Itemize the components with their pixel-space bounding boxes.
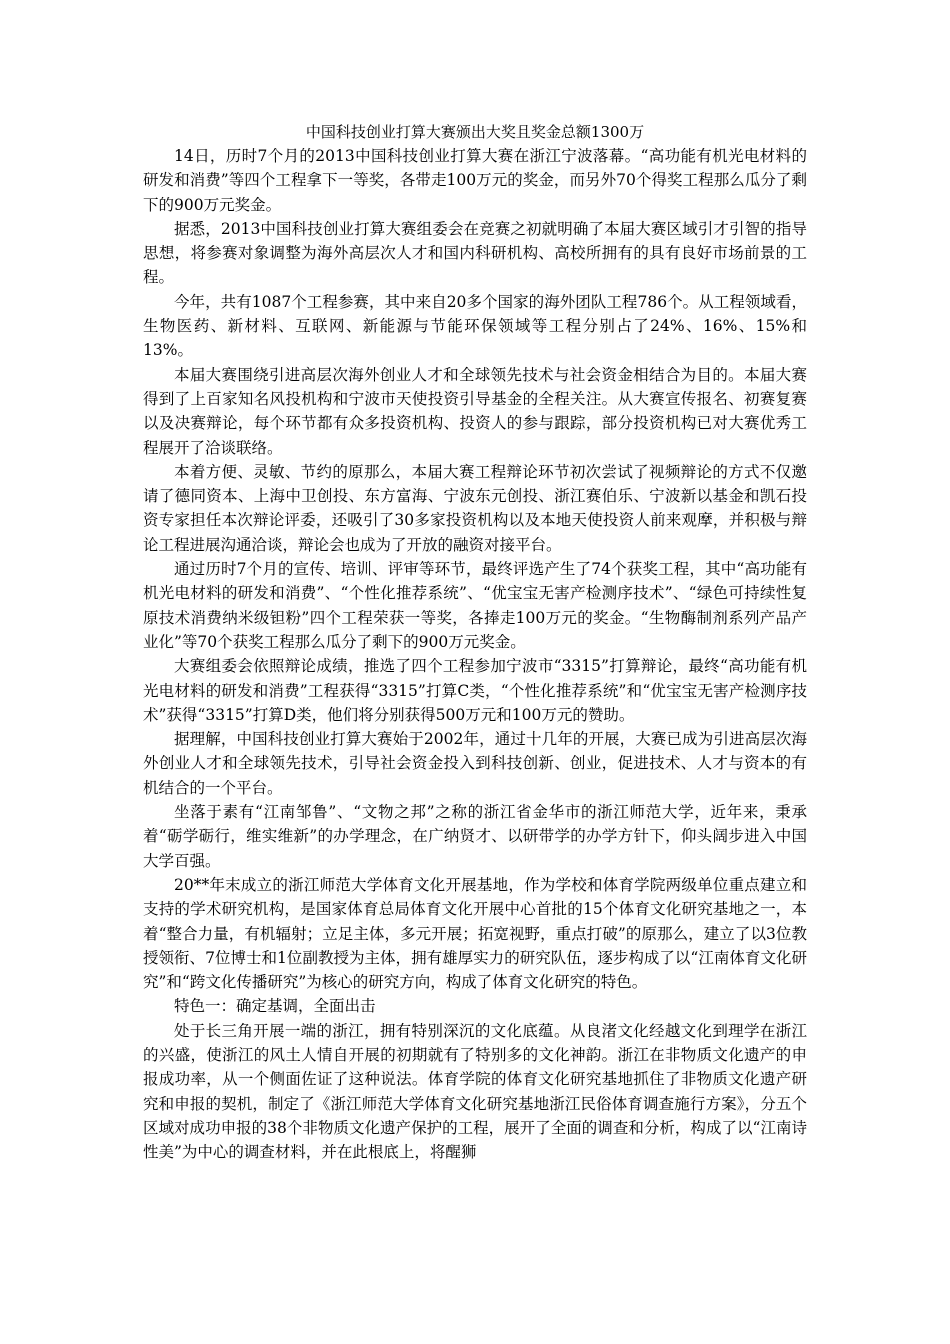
document-page: [143, 120, 807, 1164]
paragraph-3: 今年，共有1087个工程参赛，其中来自20多个国家的海外团队工程786个。从工程领域看，生物医药、新材料、互联网、新能源与节能环保领域等工程分别占了24%、16%、15%和13%。: [143, 292, 807, 360]
paragraph-9: 坐落于素有“江南邹鲁”、“文物之邦”之称的浙江省金华市的浙江师范大学，近年来，秉承着“砺学砺行，维实维新”的办学理念，在广纳贤才、以研带学的办学方针下，仰头阔步进入中国大学百强。: [143, 803, 807, 870]
paragraph-12: 处于长三角开展一端的浙江，拥有特别深沉的文化底蕴。从良渚文化经越文化到理学在浙江的兴盛，使浙江的风土人情自开展的初期就有了特别多的文化神韵。浙江在非物质文化遗产的申报成功率，从一个侧面佐证了这种说法。体育学院的体育文化研究基地抓住了非物质文化遗产研究和申报的契机，制定了《浙江师范大学体育文化研究基地浙江民俗体育调查施行方案》，分五个区域对成功申报的38个非物质文化遗产保护的工程，展开了全面的调查和分析，构成了以“江南诗性美”为中心的调查材料，并在此根底上，将醒狮: [143, 1021, 807, 1162]
paragraph-7: 大赛组委会依照辩论成绩，推选了四个工程参加宁波市“3315”打算辩论，最终“高功能有机光电材料的研发和消费”工程获得“3315”打算C类，“个性化推荐系统”和“优宝宝无害产检测序技术”获得“3315”打算D类，他们将分别获得500万元和100万元的赞助。: [143, 657, 807, 724]
paragraph-8: 据理解，中国科技创业打算大赛始于2002年，通过十几年的开展，大赛已成为引进高层次海外创业人才和全球领先技术，引导社会资金投入到科技创新、创业，促进技术、人才与资本的有机结合的一个平台。: [143, 730, 807, 797]
paragraph-4: 本届大赛围绕引进高层次海外创业人才和全球领先技术与社会资金相结合为目的。本届大赛得到了上百家知名风投机构和宁波市天使投资引导基金的全程关注。从大赛宣传报名、初赛复赛以及决赛辩论，每个环节都有众多投资机构、投资人的参与跟踪，部分投资机构已对大赛优秀工程展开了洽谈联络。: [143, 365, 807, 457]
paragraph-6: 通过历时7个月的宣传、培训、评审等环节，最终评选产生了74个获奖工程，其中“高功能有机光电材料的研发和消费”、“个性化推荐系统”、“优宝宝无害产检测序技术”、“绿色可持续性复原技术消费纳米级钽粉”四个工程荣获一等奖，各捧走100万元的奖金。“生物酶制剂系列产品产业化”等70个获奖工程那么瓜分了剩下的900万元奖金。: [143, 560, 807, 651]
paragraph-2: 据悉，2013中国科技创业打算大赛组委会在竞赛之初就明确了本届大赛区域引才引智的指导思想，将参赛对象调整为海外高层次人才和国内科研机构、高校所拥有的具有良好市场前景的工程。: [143, 219, 807, 287]
paragraph-5: 本着方便、灵敏、节约的原那么，本届大赛工程辩论环节初次尝试了视频辩论的方式不仅邀请了德同资本、上海中卫创投、东方富海、宁波东元创投、浙江赛伯乐、宁波新以基金和凯石投资专家担任本次辩论评委，还吸引了30多家投资机构以及本地天使投资人前来观摩，并积极与辩论工程进展沟通洽谈，辩论会也成为了开放的融资对接平台。: [143, 462, 807, 554]
document-title: 中国科技创业打算大赛颁出大奖且奖金总额1300万: [305, 123, 645, 141]
paragraph-1: 14日，历时7个月的2013中国科技创业打算大赛在浙江宁波落幕。“高功能有机光电材料的研发和消费”等四个工程拿下一等奖，各带走100万元的奖金，而另外70个得奖工程那么瓜分了剩下的900万元奖金。: [143, 147, 807, 214]
section-heading: 特色一：确定基调，全面出击: [174, 997, 376, 1016]
paragraph-10: 20**年末成立的浙江师范大学体育文化开展基地，作为学校和体育学院两级单位重点建立和支持的学术研究机构，是国家体育总局体育文化开展中心首批的15个体育文化研究基地之一，本着“整合力量，有机辐射；立足主体，多元开展；拓宽视野，重点打破”的原那么，建立了以3位教授领衔、7位博士和1位副教授为主体，拥有雄厚实力的研究队伍，逐步构成了以“江南体育文化研究”和“跨文化传播研究”为核心的研究方向，构成了体育文化研究的特色。: [143, 875, 807, 992]
